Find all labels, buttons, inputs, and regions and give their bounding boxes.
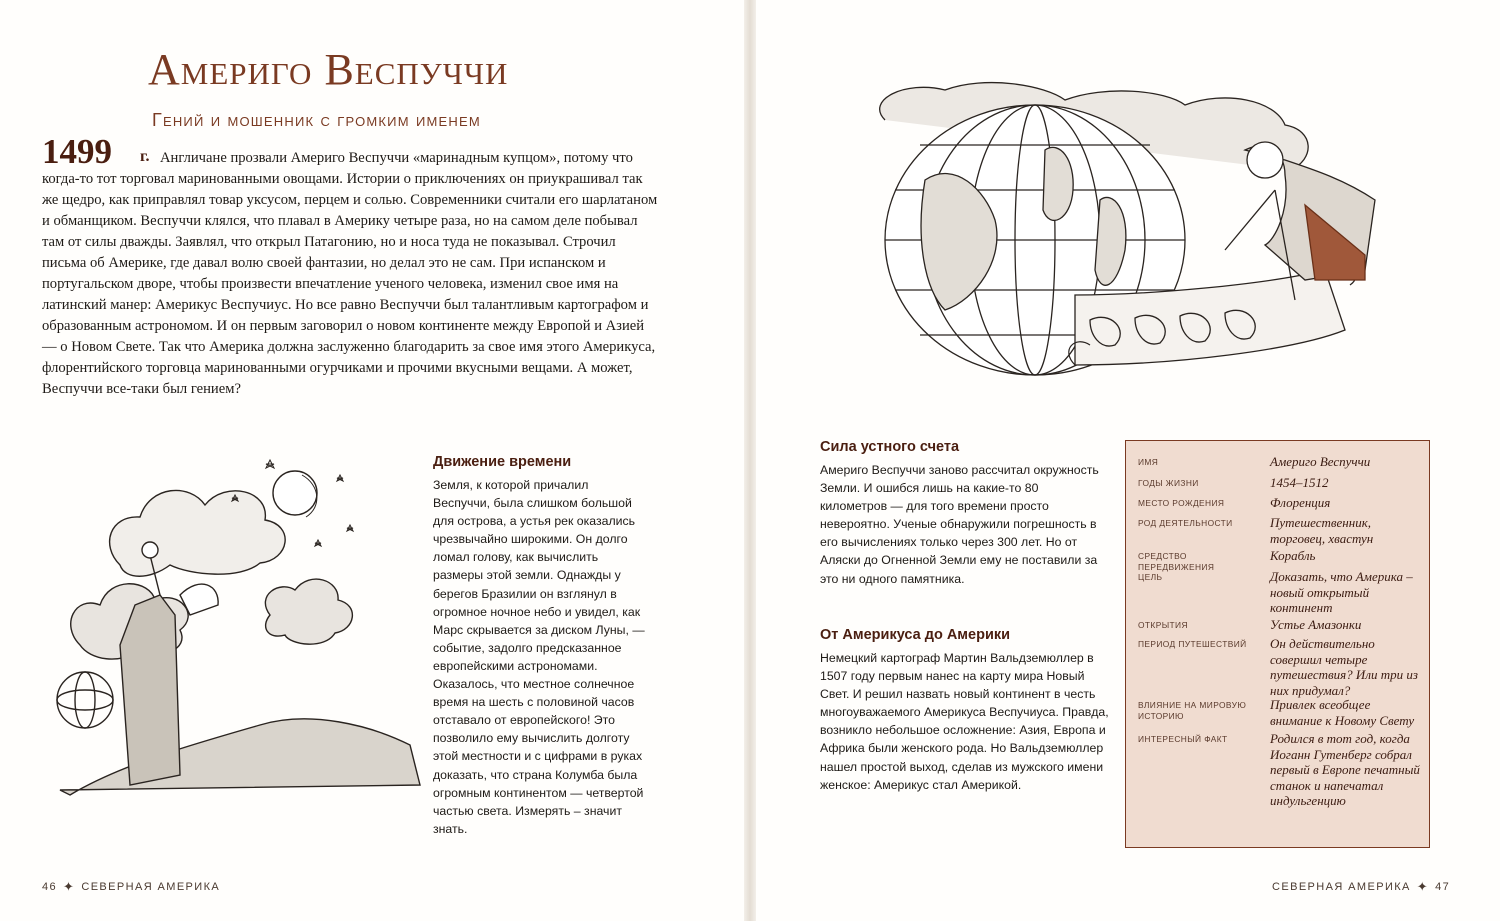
fact-label: СРЕДСТВО ПЕРЕДВИЖЕНИЯ bbox=[1138, 551, 1215, 572]
intro-paragraph: Англичане прозвали Америго Веспуччи «маринадным купцом», потому что когда-то тот торговал маринованными овощами. Истории о приключениях он приукрашивал так же щедро, как приправлял товар уксусом, перцем и солью. Современники считали его шарлатаном и обманщиком. Веспуччи клялся, что плавал в Америку четыре раза, но на самом деле побывал там от силы дважды. Заявлял, что открыл Патагонию, но и носа туда не показывал. Строчил письма об Америке, где давал волю своей фантазии, но делал это не сам. При испанском и португальском дворе, чтобы произвести впечатление ученого человека, изменил свое имя на латинский манер: Америкус Веспучиус. Но все равно Веспуччи был талантливым картографом и образованным астрономом. И он первым заговорил о новом континенте между Европой и Азией — о Новом Свете. Так что Америка должна заслуженно благодарить за свое имя этого Америкуса, флорентийского торговца маринованными огурчиками и прочими вкусными вещами. А может, Веспуччи все-таки был гением? bbox=[42, 150, 658, 397]
sidebar-movement bbox=[433, 454, 648, 838]
fact-value: Он действительно совершил четыре путешествия? Или три из них придумал? bbox=[1270, 636, 1418, 698]
fact-label: ПЕРИОД ПУТЕШЕСТВИЙ bbox=[1138, 639, 1247, 649]
page-subtitle: Гений и мошенник с громким именем bbox=[152, 110, 481, 130]
fact-value: Родился в тот год, когда Иоганн Гутенберг собрал первый в Европе печатный станок и напечатал индульгенцию bbox=[1270, 731, 1420, 808]
count-heading: Сила устного счета bbox=[820, 439, 960, 455]
footer-right bbox=[1272, 879, 1450, 895]
amerika-text: Немецкий картограф Мартин Вальдземюллер в 1507 году первым нанес на карту мира Новый Свет. И решил назвать новый континент в честь многоуважаемого Америкуса Веспучиуса. Правда, возникло небольшое осложнение: Азия, Европа и Африка были женского рода. Но Вальдземюллер нашел простой выход, сделав из мужского имени женское: Америкус стал Америкой. bbox=[820, 651, 1109, 792]
fact-label: ОТКРЫТИЯ bbox=[1138, 620, 1188, 630]
page-title: Америго Веспуччи bbox=[148, 45, 509, 94]
fact-value: Корабль bbox=[1270, 548, 1316, 563]
fact-label: ВЛИЯНИЕ НА МИРОВУЮ ИСТОРИЮ bbox=[1138, 700, 1247, 721]
movement-text: Земля, к которой причалил Веспуччи, была слишком большой для острова, а устья рек оказались чрезвычайно широкими. Он долго ломал голову, как вычислить размеры этой земли. Однажды у берегов Бразилии он взглянул в огромное ночное небо и увидел, как Марс скрывается за диском Луны, — событие, задолго предсказанное европейскими астрономами. Оказалось, что местное солнечное время на шесть с половиной часов отставало от европейского! Это позволило ему вычислить долготу этой местности и с цифрами в руках доказать, что страна Колумба была огромным континентом — четвертой частью света. Измерять – значит знать. bbox=[433, 478, 645, 836]
fact-label: ЦЕЛЬ bbox=[1138, 572, 1163, 582]
fact-card bbox=[1125, 440, 1430, 848]
sidebar-amerika bbox=[820, 627, 1110, 794]
year-dropcap: 1499 bbox=[42, 132, 112, 171]
fact-value: 1454–1512 bbox=[1270, 475, 1329, 490]
fact-value: Привлек всеобщее внимание к Новому Свету bbox=[1270, 697, 1415, 728]
book-gutter bbox=[744, 0, 756, 921]
astrolabe-illustration bbox=[40, 445, 430, 825]
sidebar-count bbox=[820, 439, 1102, 588]
page-number-right: 47 bbox=[1435, 881, 1451, 893]
fact-label: ИМЯ bbox=[1138, 457, 1159, 467]
compass-star-icon: ✦ bbox=[63, 879, 76, 894]
fact-label: МЕСТО РОЖДЕНИЯ bbox=[1138, 498, 1225, 508]
fact-label: ИНТЕРЕСНЫЙ ФАКТ bbox=[1138, 734, 1228, 744]
year-suffix: г. bbox=[140, 148, 150, 165]
page-number-left: 46 bbox=[42, 881, 58, 893]
fact-label: ГОДЫ ЖИЗНИ bbox=[1138, 478, 1199, 488]
fact-value: Флоренция bbox=[1270, 495, 1331, 510]
amerika-heading: От Америкуса до Америки bbox=[820, 627, 1011, 643]
fact-value: Доказать, что Америка – новый открытый континент bbox=[1270, 569, 1413, 615]
footer-left bbox=[42, 879, 220, 895]
fact-value: Устье Амазонки bbox=[1270, 617, 1362, 632]
fact-value: Путешественник, торговец, хвастун bbox=[1270, 515, 1374, 546]
count-text: Америго Веспуччи заново рассчитал окружность Земли. И ошибся лишь на какие-то 80 километров — для того времени просто невероятно. Ученые обнаружили погрешность в его вычислениях только через 300 лет. Но от Аляски до Огненной Земли ему не поставили за это ни одного памятника. bbox=[820, 463, 1099, 586]
section-name-right: СЕВЕРНАЯ АМЕРИКА bbox=[1272, 881, 1411, 893]
fact-label: РОД ДЕЯТЕЛЬНОСТИ bbox=[1138, 518, 1233, 528]
fact-value: Америго Веспуччи bbox=[1270, 454, 1371, 469]
globe-map-illustration bbox=[845, 80, 1405, 385]
section-name-left: СЕВЕРНАЯ АМЕРИКА bbox=[81, 881, 221, 893]
movement-heading: Движение времени bbox=[433, 454, 572, 470]
compass-star-icon: ✦ bbox=[1416, 879, 1430, 894]
